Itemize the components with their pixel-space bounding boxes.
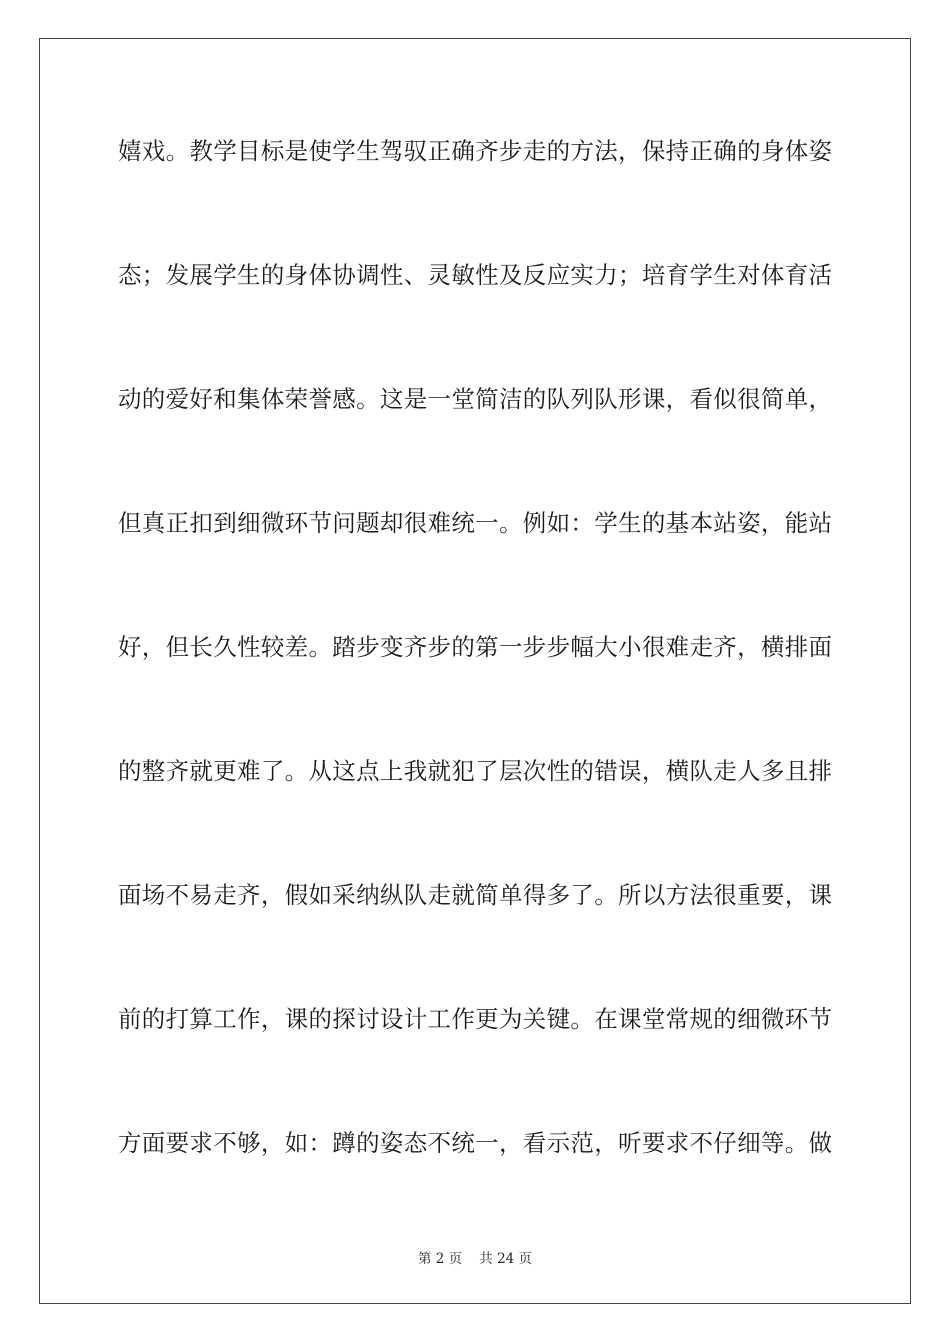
body-line-2: 态；发展学生的身体协调性、灵敏性及反应实力；培育学生对体育活 [118, 261, 832, 289]
body-line-5: 好，但长久性较差。踏步变齐步的第一步步幅大小很难走齐，横排面 [118, 633, 832, 661]
page-number-footer: 第 2 页 共 24 页 [417, 1251, 533, 1267]
body-line-4: 但真正扣到细微环节问题却很难统一。例如：学生的基本站姿，能站 [118, 509, 832, 537]
body-line-9: 方面要求不够，如：蹲的姿态不统一，看示范，听要求不仔细等。做 [118, 1129, 832, 1157]
body-line-7: 面场不易走齐，假如采纳纵队走就简单得多了。所以方法很重要，课 [118, 881, 832, 909]
body-line-6: 的整齐就更难了。从这点上我就犯了层次性的错误，横队走人多且排 [118, 757, 832, 785]
body-line-3: 动的爱好和集体荣誉感。这是一堂简洁的队列队形课，看似很简单， [118, 385, 832, 413]
body-line-8: 前的打算工作，课的探讨设计工作更为关键。在课堂常规的细微环节 [118, 1005, 832, 1033]
page-border [39, 38, 911, 1304]
body-line-1: 嬉戏。教学目标是使学生驾驭正确齐步走的方法，保持正确的身体姿 [118, 137, 832, 165]
